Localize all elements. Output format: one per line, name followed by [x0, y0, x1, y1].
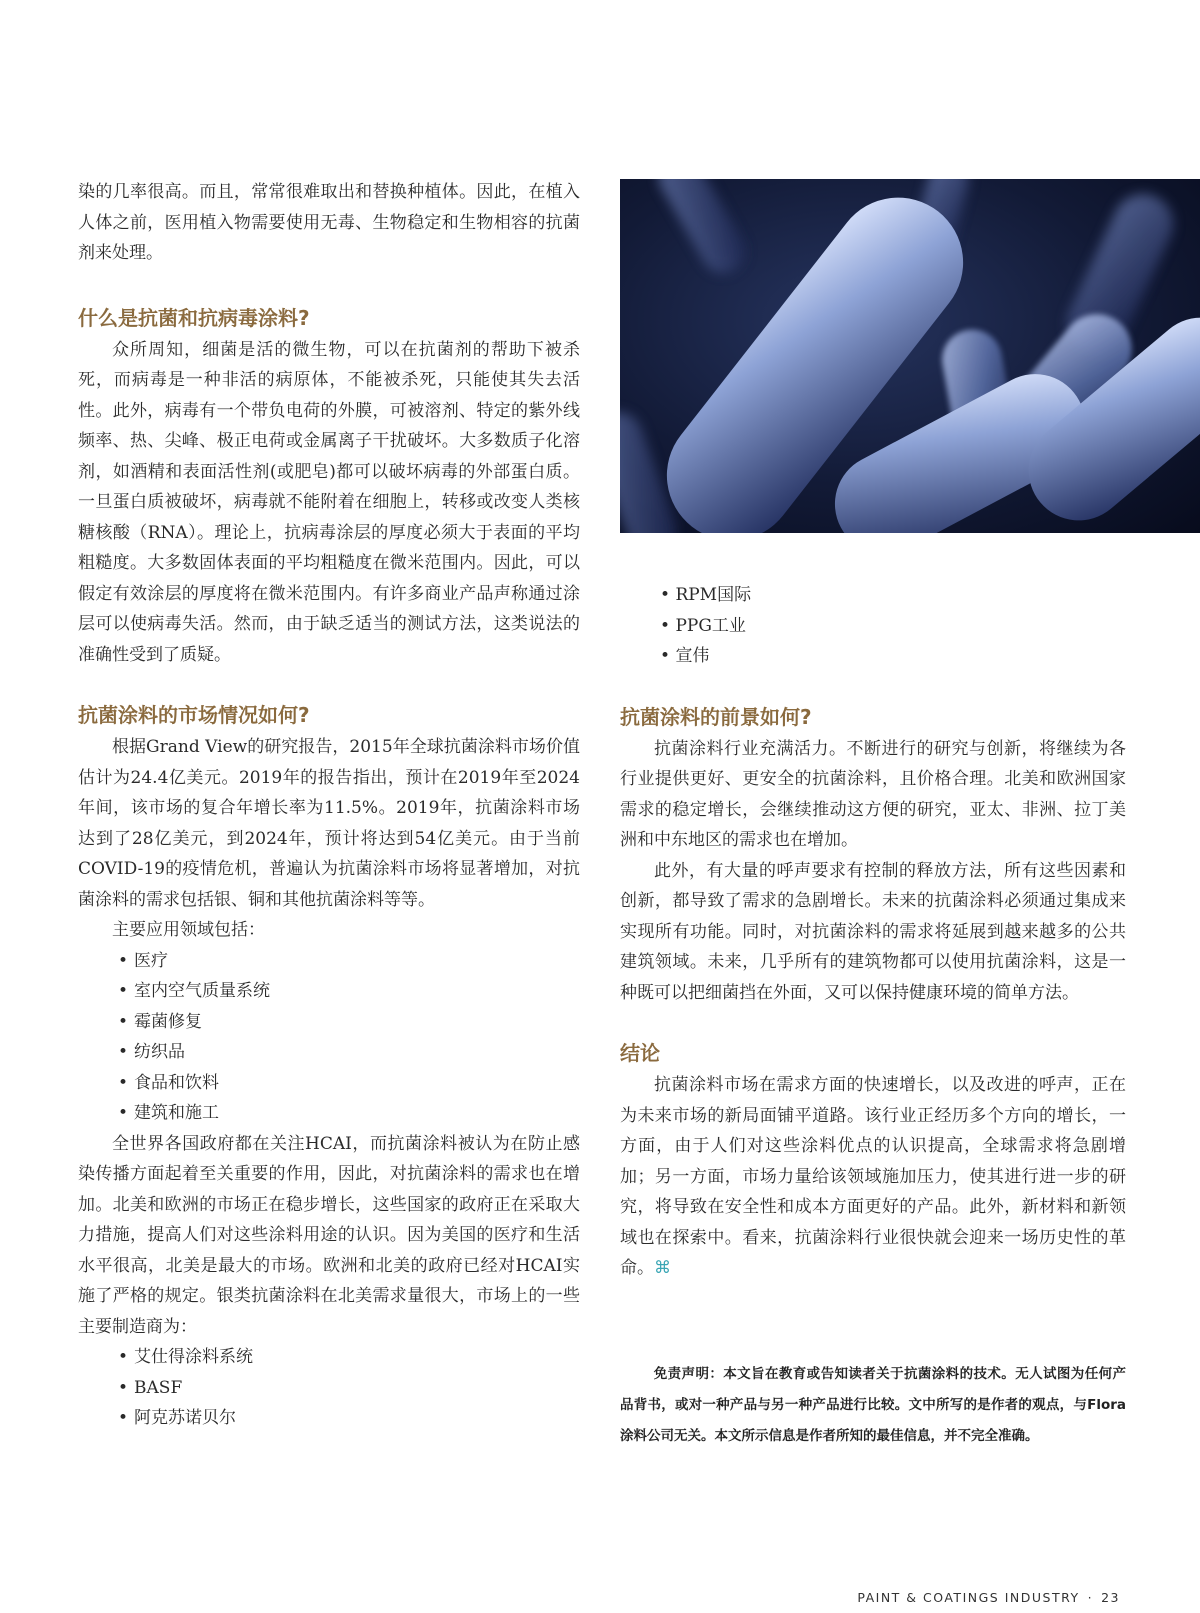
list-item: • 室内空气质量系统: [78, 976, 580, 1007]
government-paragraph: 全世界各国政府都在关注HCAI，而抗菌涂料被认为在防止感染传播方面起着至关重要的作用，因此，对抗菌涂料的需求也在增加。北美和欧洲的市场正在稳步增长，这些国家的政府正在采取大力措施，提高人们对这些涂料用途的认识。因为美国的医疗和生活水平很高，北美是最大的市场。欧洲和北美的政府已经对HCAI实施了严格的规定。银类抗菌涂料在北美需求量很大，市场上的一些主要制造商为：: [78, 1133, 580, 1337]
page-footer: [857, 1590, 1120, 1605]
conclusion-paragraph: [620, 1070, 1126, 1284]
what-paragraph: 众所周知，细菌是活的微生物，可以在抗菌剂的帮助下被杀死，而病毒是一种非活的病原体，不能被杀死，只能使其失去活性。此外，病毒有一个带负电荷的外膜，可被溶剂、特定的紫外线频率、热、尖峰、极正电荷或金属离子干扰破坏。大多数质子化溶剂，如酒精和表面活性剂(或肥皂)都可以破坏病毒的外部蛋白质。一旦蛋白质被破坏，病毒就不能附着在细胞上，转移或改变人类核糖核酸（RNA）。理论上，抗病毒涂层的厚度必须大于表面的平均粗糙度。大多数固体表面的平均粗糙度在微米范围内。因此，可以假定有效涂层的厚度将在微米范围内。有许多商业产品声称通过涂层可以使病毒失活。然而，由于缺乏适当的测试方法，这类说法的准确性受到了质疑。: [78, 339, 580, 665]
left-column: [78, 177, 580, 1434]
list-item: • 艾仕得涂料系统: [78, 1342, 580, 1373]
applications-list: [78, 946, 580, 1129]
list-item: • 宣伟: [660, 646, 710, 666]
list-item: • 阿克苏诺贝尔: [78, 1403, 580, 1434]
list-item: • BASF: [78, 1373, 580, 1404]
conclusion-heading: 结论: [620, 1041, 660, 1065]
list-item-label: RPM国际: [675, 585, 752, 605]
intro-paragraph: 染的几率很高。而且，常常很难取出和替换种植体。因此，在植入人体之前，医用植入物需要使用无毒、生物稳定和生物相容的抗菌剂来处理。: [78, 182, 580, 263]
footer-separator: ·: [1087, 1590, 1094, 1605]
list-item: • 霉菌修复: [78, 1007, 580, 1038]
end-mark-icon: ⌘: [654, 1258, 671, 1278]
disclaimer-text: 免责声明：本文旨在教育或告知读者关于抗菌涂料的技术。无人试图为任何产品背书，或对一种产品与另一种产品进行比较。文中所写的是作者的观点，与Flora涂料公司无关。本文所示信息是作者所知的最佳信息，并不完全准确。: [620, 1366, 1126, 1444]
list-item: • 医疗: [78, 946, 580, 977]
list-item: • 建筑和施工: [78, 1098, 580, 1129]
outlook-paragraph-1: 抗菌涂料行业充满活力。不断进行的研究与创新，将继续为各行业提供更好、更安全的抗菌涂料，且价格合理。北美和欧洲国家需求的稳定增长，会继续推动这方便的研究，亚太、非洲、拉丁美洲和中东地区的需求也在增加。: [620, 738, 1126, 850]
list-item-label: 宣伟: [675, 646, 710, 666]
outlook-heading: 抗菌涂料的前景如何?: [620, 704, 812, 729]
manufacturers-list-left: [78, 1342, 580, 1434]
bacteria-illustration: [620, 179, 1200, 533]
bacteria-image: [620, 179, 1200, 533]
market-heading: 抗菌涂料的市场情况如何?: [78, 703, 310, 727]
list-item: • RPM国际: [660, 585, 752, 605]
page-number: 23: [1101, 1590, 1120, 1605]
manufacturers-list-right: [620, 580, 1126, 672]
right-column: [620, 580, 1126, 1284]
publication-name: PAINT & COATINGS INDUSTRY: [857, 1590, 1080, 1605]
list-item: • PPG工业: [660, 615, 746, 636]
what-heading: 什么是抗菌和抗病毒涂料?: [78, 305, 310, 330]
conclusion-text: 抗菌涂料市场在需求方面的快速增长，以及改进的呼声，正在为未来市场的新局面铺平道路。该行业正经历多个方向的增长，一方面，由于人们对这些涂料优点的认识提高，全球需求将急剧增加；另一方面，市场力量给该领域施加压力，使其进行进一步的研究，将导致在安全性和成本方面更好的产品。此外，新材料和新领域也在探索中。看来，抗菌涂料行业很快就会迎来一场历史性的革命。: [620, 1075, 1126, 1278]
list-item: • 食品和饮料: [78, 1068, 580, 1099]
applications-intro: 主要应用领域包括：: [112, 920, 265, 940]
market-paragraph: 根据Grand View的研究报告，2015年全球抗菌涂料市场价值估计为24.4亿美元。2019年的报告指出，预计在2019年至2024年间，该市场的复合年增长率为11.5%。2019年，抗菌涂料市场达到了28亿美元，到2024年，预计将达到54亿美元。由于当前COVID-19的疫情危机，普遍认为抗菌涂料市场将显著增加，对抗菌涂料的需求包括银、铜和其他抗菌涂料等等。: [78, 737, 580, 910]
list-item: • 纺织品: [78, 1037, 580, 1068]
outlook-paragraph-2: 此外，有大量的呼声要求有控制的释放方法，所有这些因素和创新，都导致了需求的急剧增长。未来的抗菌涂料必须通过集成来实现所有功能。同时，对抗菌涂料的需求将延展到越来越多的公共建筑领域。未来，几乎所有的建筑物都可以使用抗菌涂料，这是一种既可以把细菌挡在外面，又可以保持健康环境的简单方法。: [620, 860, 1126, 1003]
disclaimer: [620, 1359, 1126, 1452]
list-item-label: PPG工业: [675, 615, 746, 636]
